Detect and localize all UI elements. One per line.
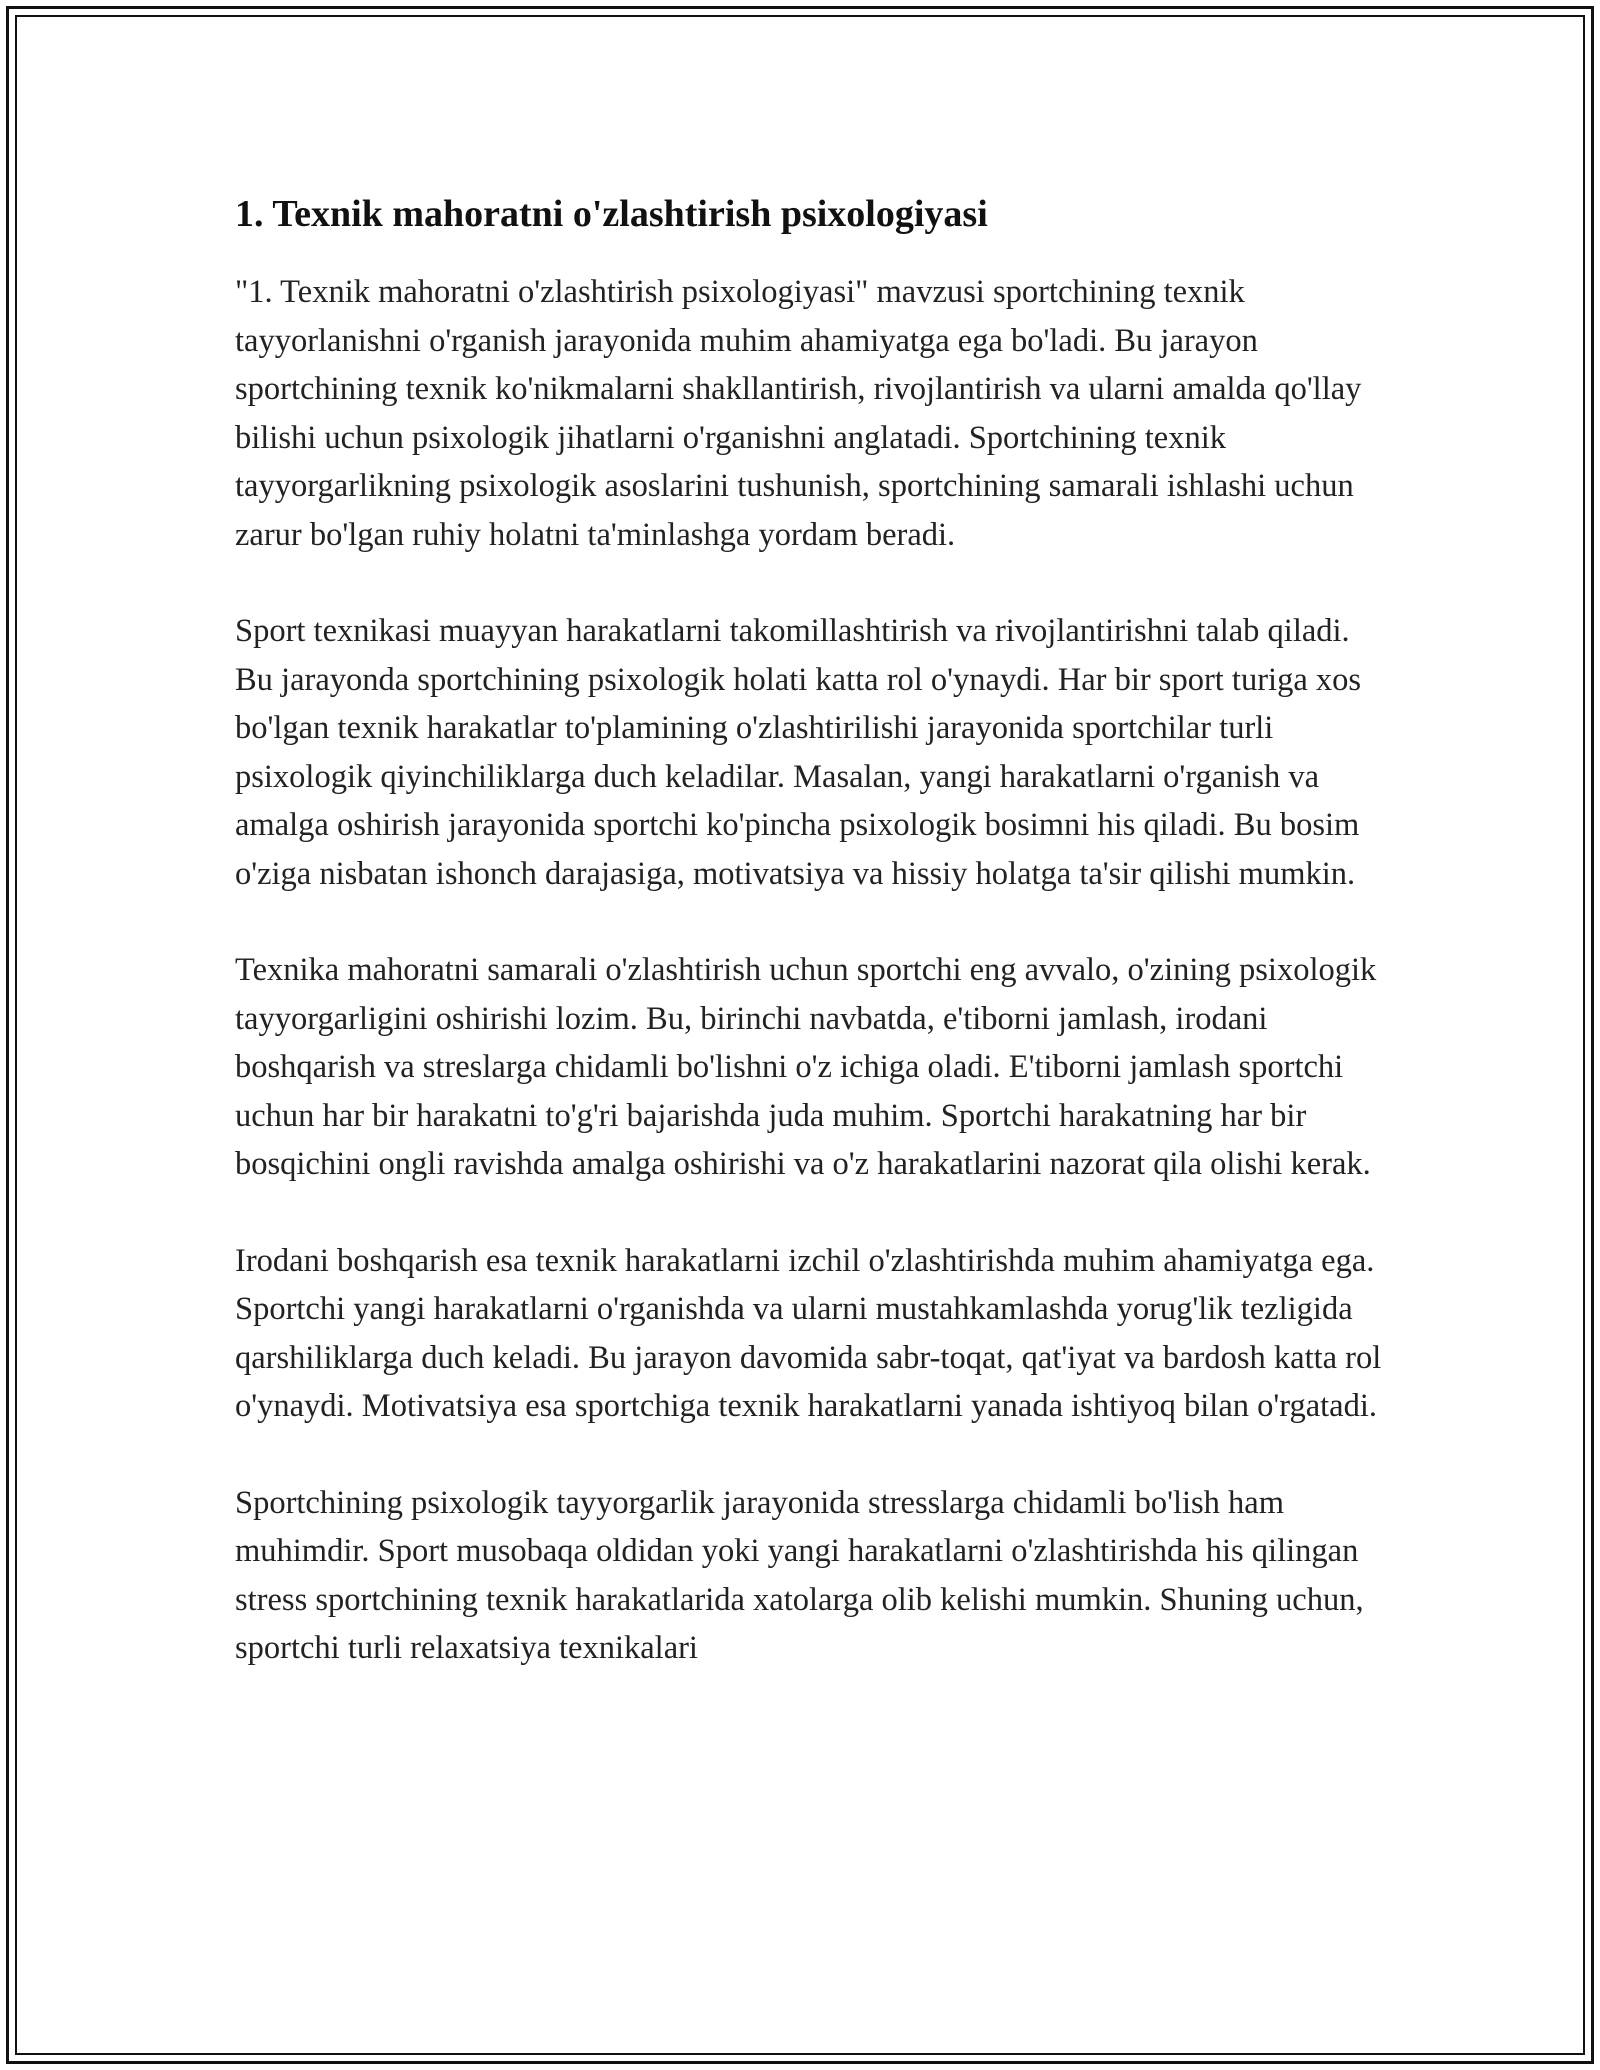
document-body — [235, 188, 1385, 1721]
paragraph-4: Irodani boshqarish esa texnik harakatlarni izchil o'zlashtirishda muhim ahamiyatga ega. Sportchi yangi harakatlarni o'rganishda va ularni mustahkamlashda yorug'lik tezligida qarshiliklarga duch keladi. Bu jarayon davomida sabr-toqat, qat'iyat va bardosh katta rol o'ynaydi. Motivatsiya esa sportchiga texnik harakatlarni yanada ishtiyoq bilan o'rgatadi. — [235, 1242, 1382, 1424]
section-heading: 1. Texnik mahoratni o'zlashtirish psixologiyasi — [235, 193, 988, 235]
paragraph-3: Texnika mahoratni samarali o'zlashtirish uchun sportchi eng avvalo, o'zining psixologik tayyorgarligini oshirishi lozim. Bu, birinchi navbatda, e'tiborni jamlash, irodani boshqarish va streslarga chidamli bo'lishni o'z ichiga oladi. E'tiborni jamlash sportchi uchun har bir harakatni to'g'ri bajarishda juda muhim. Sportchi harakatning har bir bosqichini ongli ravishda amalga oshirishi va o'z harakatlarini nazorat qila olishi kerak. — [235, 952, 1377, 1182]
paragraph-2: Sport texnikasi muayyan harakatlarni takomillashtirish va rivojlantirishni talab qiladi. Bu jarayonda sportchining psixologik holati katta rol o'ynaydi. Har bir sport turiga xos bo'lgan texnik harakatlar to'plamining o'zlashtirilishi jarayonida sportchilar turli psixologik qiyinchiliklarga duch keladilar. Masalan, yangi harakatlarni o'rganish va amalga oshirish jarayonida sportchi ko'pincha psixologik bosimni his qiladi. Bu bosim o'ziga nisbatan ishonch darajasiga, motivatsiya va hissiy holatga ta'sir qilishi mumkin. — [235, 613, 1362, 892]
paragraph-1: "1. Texnik mahoratni o'zlashtirish psixologiyasi" mavzusi sportchining texnik tayyorlanishni o'rganish jarayonida muhim ahamiyatga ega bo'ladi. Bu jarayon sportchining texnik ko'nikmalarni shakllantirish, rivojlantirish va ularni amalda qo'llay bilishi uchun psixologik jihatlarni o'rganishni anglatadi. Sportchining texnik tayyorgarlikning psixologik asoslarini tushunish, sportchining samarali ishlashi uchun zarur bo'lgan ruhiy holatni ta'minlashga yordam beradi. — [235, 274, 1362, 553]
paragraph-5: Sportchining psixologik tayyorgarlik jarayonida stresslarga chidamli bo'lish ham muhimdir. Sport musobaqa oldidan yoki yangi harakatlarni o'zlashtirishda his qilingan stress sportchining texnik harakatlarida xatolarga olib kelishi mumkin. Shuning uchun, sportchi turli relaxatsiya texnikalari — [235, 1484, 1364, 1666]
